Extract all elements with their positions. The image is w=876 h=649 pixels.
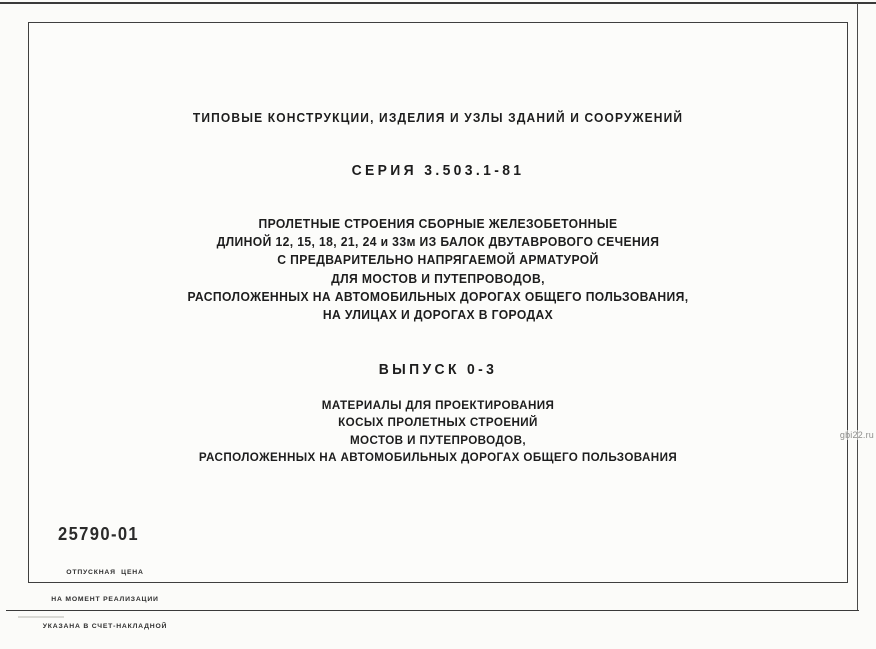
document-header: ТИПОВЫЕ КОНСТРУКЦИИ, ИЗДЕЛИЯ И УЗЛЫ ЗДАНИЙ И СООРУЖЕНИЙ (192, 111, 684, 125)
series-number: СЕРИЯ 3.503.1-81 (351, 163, 525, 179)
price-note-line: УКАЗАНА В СЧЕТ-НАКЛАДНОЙ (42, 623, 168, 630)
price-note-line: ОТПУСКНАЯ ЦЕНА (66, 569, 144, 576)
subtitle-line: МОСТОВ И ПУТЕПРОВОДОВ, (349, 432, 527, 447)
title-line: ДЛИНОЙ 12, 15, 18, 21, 24 и 33м ИЗ БАЛОК ДВУТАВРОВОГО СЕЧЕНИЯ (216, 235, 660, 250)
title-line: С ПРЕДВАРИТЕЛЬНО НАПРЯГАЕМОЙ АРМАТУРОЙ (277, 253, 599, 268)
site-watermark: gbi22.ru (839, 430, 874, 440)
outer-border-right (857, 3, 858, 611)
price-note-line: НА МОМЕНТ РЕАЛИЗАЦИИ (51, 596, 159, 603)
order-number: 25790-01 (58, 524, 140, 544)
title-block (40, 215, 835, 324)
price-note (30, 550, 180, 649)
outer-border-top (0, 2, 876, 4)
scan-artifact (18, 616, 64, 618)
title-line: ПРОЛЕТНЫЕ СТРОЕНИЯ СБОРНЫЕ ЖЕЛЕЗОБЕТОННЫЕ (258, 217, 618, 231)
subtitle-line: КОСЫХ ПРОЛЕТНЫХ СТРОЕНИЙ (338, 415, 538, 430)
subtitle-line: МАТЕРИАЛЫ ДЛЯ ПРОЕКТИРОВАНИЯ (321, 398, 555, 412)
subtitle-block (40, 397, 835, 467)
title-line: НА УЛИЦАХ И ДОРОГАХ В ГОРОДАХ (322, 308, 554, 323)
issue-number: ВЫПУСК 0-3 (378, 362, 498, 378)
title-line: РАСПОЛОЖЕННЫХ НА АВТОМОБИЛЬНЫХ ДОРОГАХ ОБЩЕГО ПОЛЬЗОВАНИЯ, (187, 289, 689, 304)
title-line: ДЛЯ МОСТОВ И ПУТЕПРОВОДОВ, (331, 271, 545, 286)
subtitle-line: РАСПОЛОЖЕННЫХ НА АВТОМОБИЛЬНЫХ ДОРОГАХ ОБЩЕГО ПОЛЬЗОВАНИЯ (198, 450, 678, 465)
